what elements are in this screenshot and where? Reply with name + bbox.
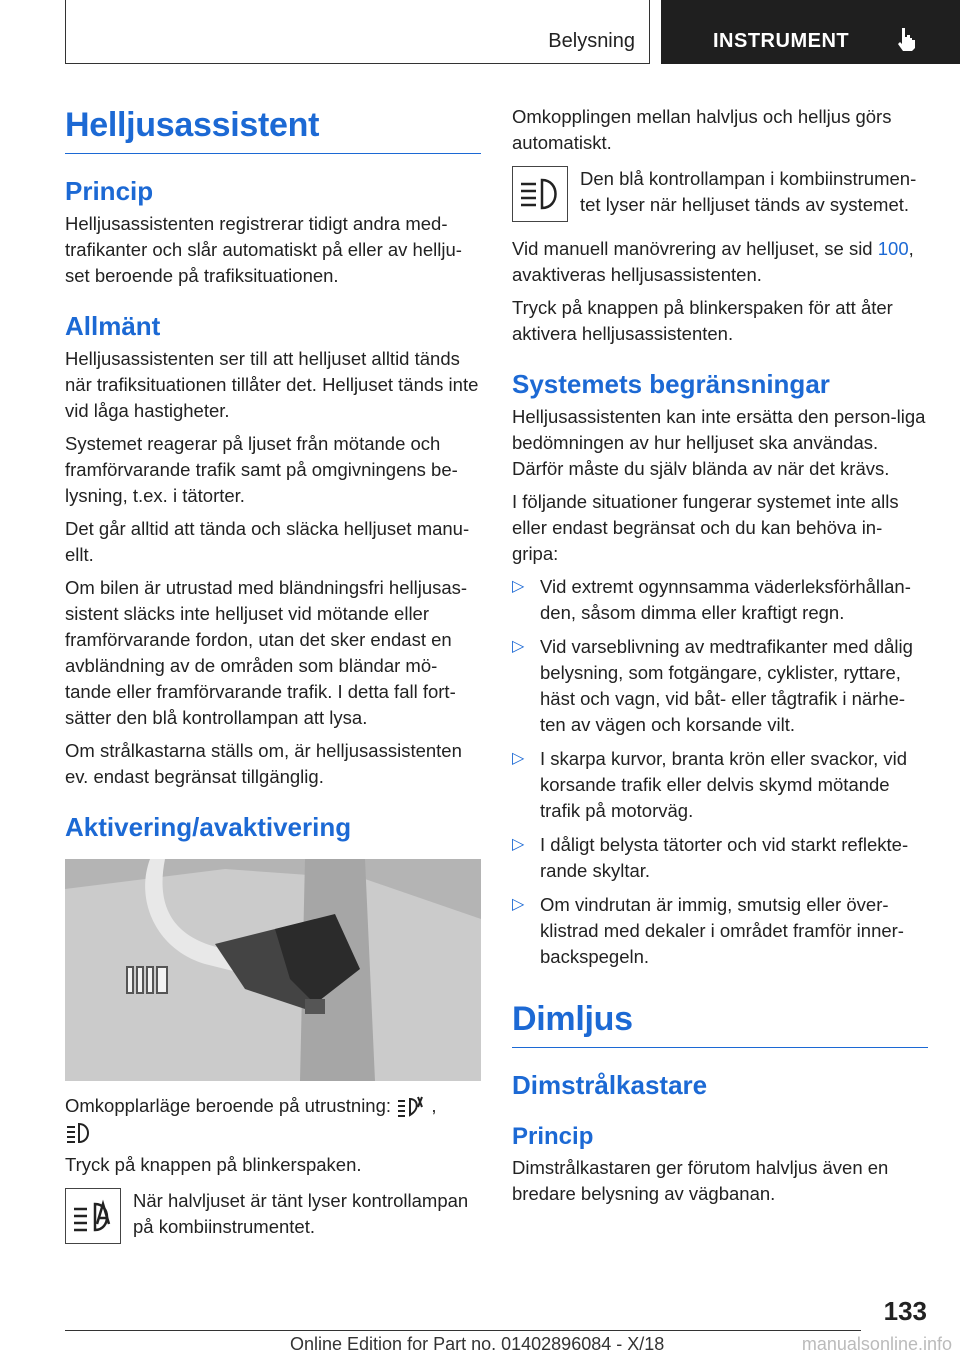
high-beam-icon bbox=[65, 1122, 93, 1144]
section-title: Helljusassistent bbox=[65, 106, 481, 154]
high-beam-indicator-box bbox=[512, 166, 568, 222]
general-paragraph: Om bilen är utrustad med bländningsfri helljusas-sistent släcks inte helljuset vid mötande eller framförvarande fordon, utan det sker endast en avbländning av de områden som bländar mö-tande eller framförvarande trafik. I detta fall fort-sätter den blå kontrollampan att lysa. bbox=[65, 577, 468, 728]
page-number: 133 bbox=[883, 1296, 927, 1326]
limitations-list bbox=[512, 574, 928, 970]
page-reference-link[interactable]: 100 bbox=[877, 238, 909, 259]
low-beam-indicator-row bbox=[65, 1188, 481, 1244]
list-item: ▷ Om vindrutan är immig, smutsig eller över-klistrad med dekaler i området framför inner-backspegeln. bbox=[512, 892, 928, 970]
left-column bbox=[65, 100, 481, 1258]
general-heading: Allmänt bbox=[65, 311, 161, 341]
manual-operation-text bbox=[512, 236, 928, 288]
activation-heading: Aktivering/avaktivering bbox=[65, 812, 352, 842]
switching-text: Omkopplingen mellan halvljus och helljus görs automatiskt. bbox=[512, 106, 892, 153]
general-paragraph: Systemet reagerar på ljuset från mötande och framförvarande trafik samt på omgivningens be-lysning, t.ex. i tätorter. bbox=[65, 433, 458, 506]
general-paragraph: Det går alltid att tända och släcka helljuset manu-ellt. bbox=[65, 518, 470, 565]
footer-watermark: manualsonline.info bbox=[801, 1334, 952, 1354]
fog-lights-title: Dimljus bbox=[512, 1000, 928, 1048]
limits-paragraph: Helljusassistenten kan inte ersätta den person-liga bedömningen av hur helljuset ska användas. Därför måste du själv blända av när det krävs. bbox=[512, 406, 926, 479]
bullet-triangle-icon: ▷ bbox=[512, 836, 525, 853]
switch-separator: , bbox=[431, 1095, 437, 1116]
header-section: Belysning bbox=[548, 30, 635, 52]
high-beam-assistant-icon bbox=[396, 1095, 426, 1119]
lever-illustration bbox=[65, 859, 481, 1081]
bullet-triangle-icon: ▷ bbox=[512, 896, 525, 913]
high-beam-indicator-icon bbox=[518, 174, 562, 214]
manual-suffix: , avaktiveras helljusassistenten. bbox=[512, 238, 914, 285]
limits-heading: Systemets begränsningar bbox=[512, 369, 830, 399]
switch-position-text bbox=[65, 1093, 481, 1145]
reactivate-text: Tryck på knappen på blinkerspaken för att åter aktivera helljusassistenten. bbox=[512, 297, 893, 344]
bullet-triangle-icon: ▷ bbox=[512, 638, 525, 655]
header-chapter: INSTRUMENT bbox=[713, 30, 850, 52]
switch-position-label: Omkopplarläge beroende på utrustning: bbox=[65, 1095, 392, 1116]
high-beam-indicator-text: Den blå kontrollampan i kombiinstrumen-tet lyser när helljuset tänds av systemet. bbox=[580, 168, 917, 215]
low-beam-indicator-text: När halvljuset är tänt lyser kontrollampan på kombiinstrumentet. bbox=[133, 1190, 469, 1238]
list-item: ▷ Vid varseblivning av medtrafikanter med dålig belysning, som fotgängare, cyklister, ryttare, häst och vagn, vid båt- eller tågtrafik i närhe-ten av vägen och korsande vilt. bbox=[512, 634, 928, 738]
right-column bbox=[512, 104, 928, 1214]
list-item: ▷ I skarpa kurvor, branta krön eller svackor, vid korsande trafik eller delvis skymd mötande trafik på motorväg. bbox=[512, 746, 928, 824]
fog-principle-heading: Princip bbox=[512, 1123, 594, 1150]
bullet-triangle-icon: ▷ bbox=[512, 578, 525, 595]
general-paragraph: Om strålkastarna ställs om, är helljusassistenten ev. endast begränsat tillgänglig. bbox=[65, 740, 462, 787]
press-button-text: Tryck på knappen på blinkerspaken. bbox=[65, 1154, 362, 1176]
general-paragraph: Helljusassistenten ser till att helljuset alltid tänds när trafiksituationen tillåter det. Helljuset tänds inte vid låga hastigheter. bbox=[65, 348, 479, 421]
header-section-box bbox=[65, 0, 650, 64]
principle-text: Helljusassistenten registrerar tidigt andra med-trafikanter och slår automatiskt på eller av hellju-set beroende på trafiksituationen. bbox=[65, 213, 462, 286]
fog-lamps-heading: Dimstrålkastare bbox=[512, 1070, 708, 1100]
bullet-triangle-icon: ▷ bbox=[512, 750, 525, 767]
fog-principle-text: Dimstrålkastaren ger förutom halvljus även en bredare belysning av vägbanan. bbox=[512, 1157, 889, 1204]
pointing-hand-icon bbox=[895, 26, 917, 52]
principle-heading: Princip bbox=[65, 176, 154, 206]
high-beam-indicator-row bbox=[512, 166, 928, 222]
list-item: ▷ I dåligt belysta tätorter och vid starkt reflekte-rande skyltar. bbox=[512, 832, 928, 884]
manual-prefix: Vid manuell manövrering av helljuset, se sid bbox=[512, 238, 873, 259]
limits-paragraph: I följande situationer fungerar systemet inte alls eller endast begränsat och du kan behöva in-gripa: bbox=[512, 491, 899, 564]
low-beam-indicator-box bbox=[65, 1188, 121, 1244]
list-item: ▷ Vid extremt ogynnsamma väderleksförhållan-den, såsom dimma eller kraftigt regn. bbox=[512, 574, 928, 626]
footer-divider bbox=[65, 1330, 861, 1331]
turn-signal-lever-photo bbox=[65, 859, 481, 1081]
automatic-headlight-icon bbox=[71, 1196, 115, 1236]
header-chapter-box bbox=[661, 0, 960, 64]
footer-edition: Online Edition for Part no. 01402896084 - X/18 bbox=[290, 1334, 665, 1354]
